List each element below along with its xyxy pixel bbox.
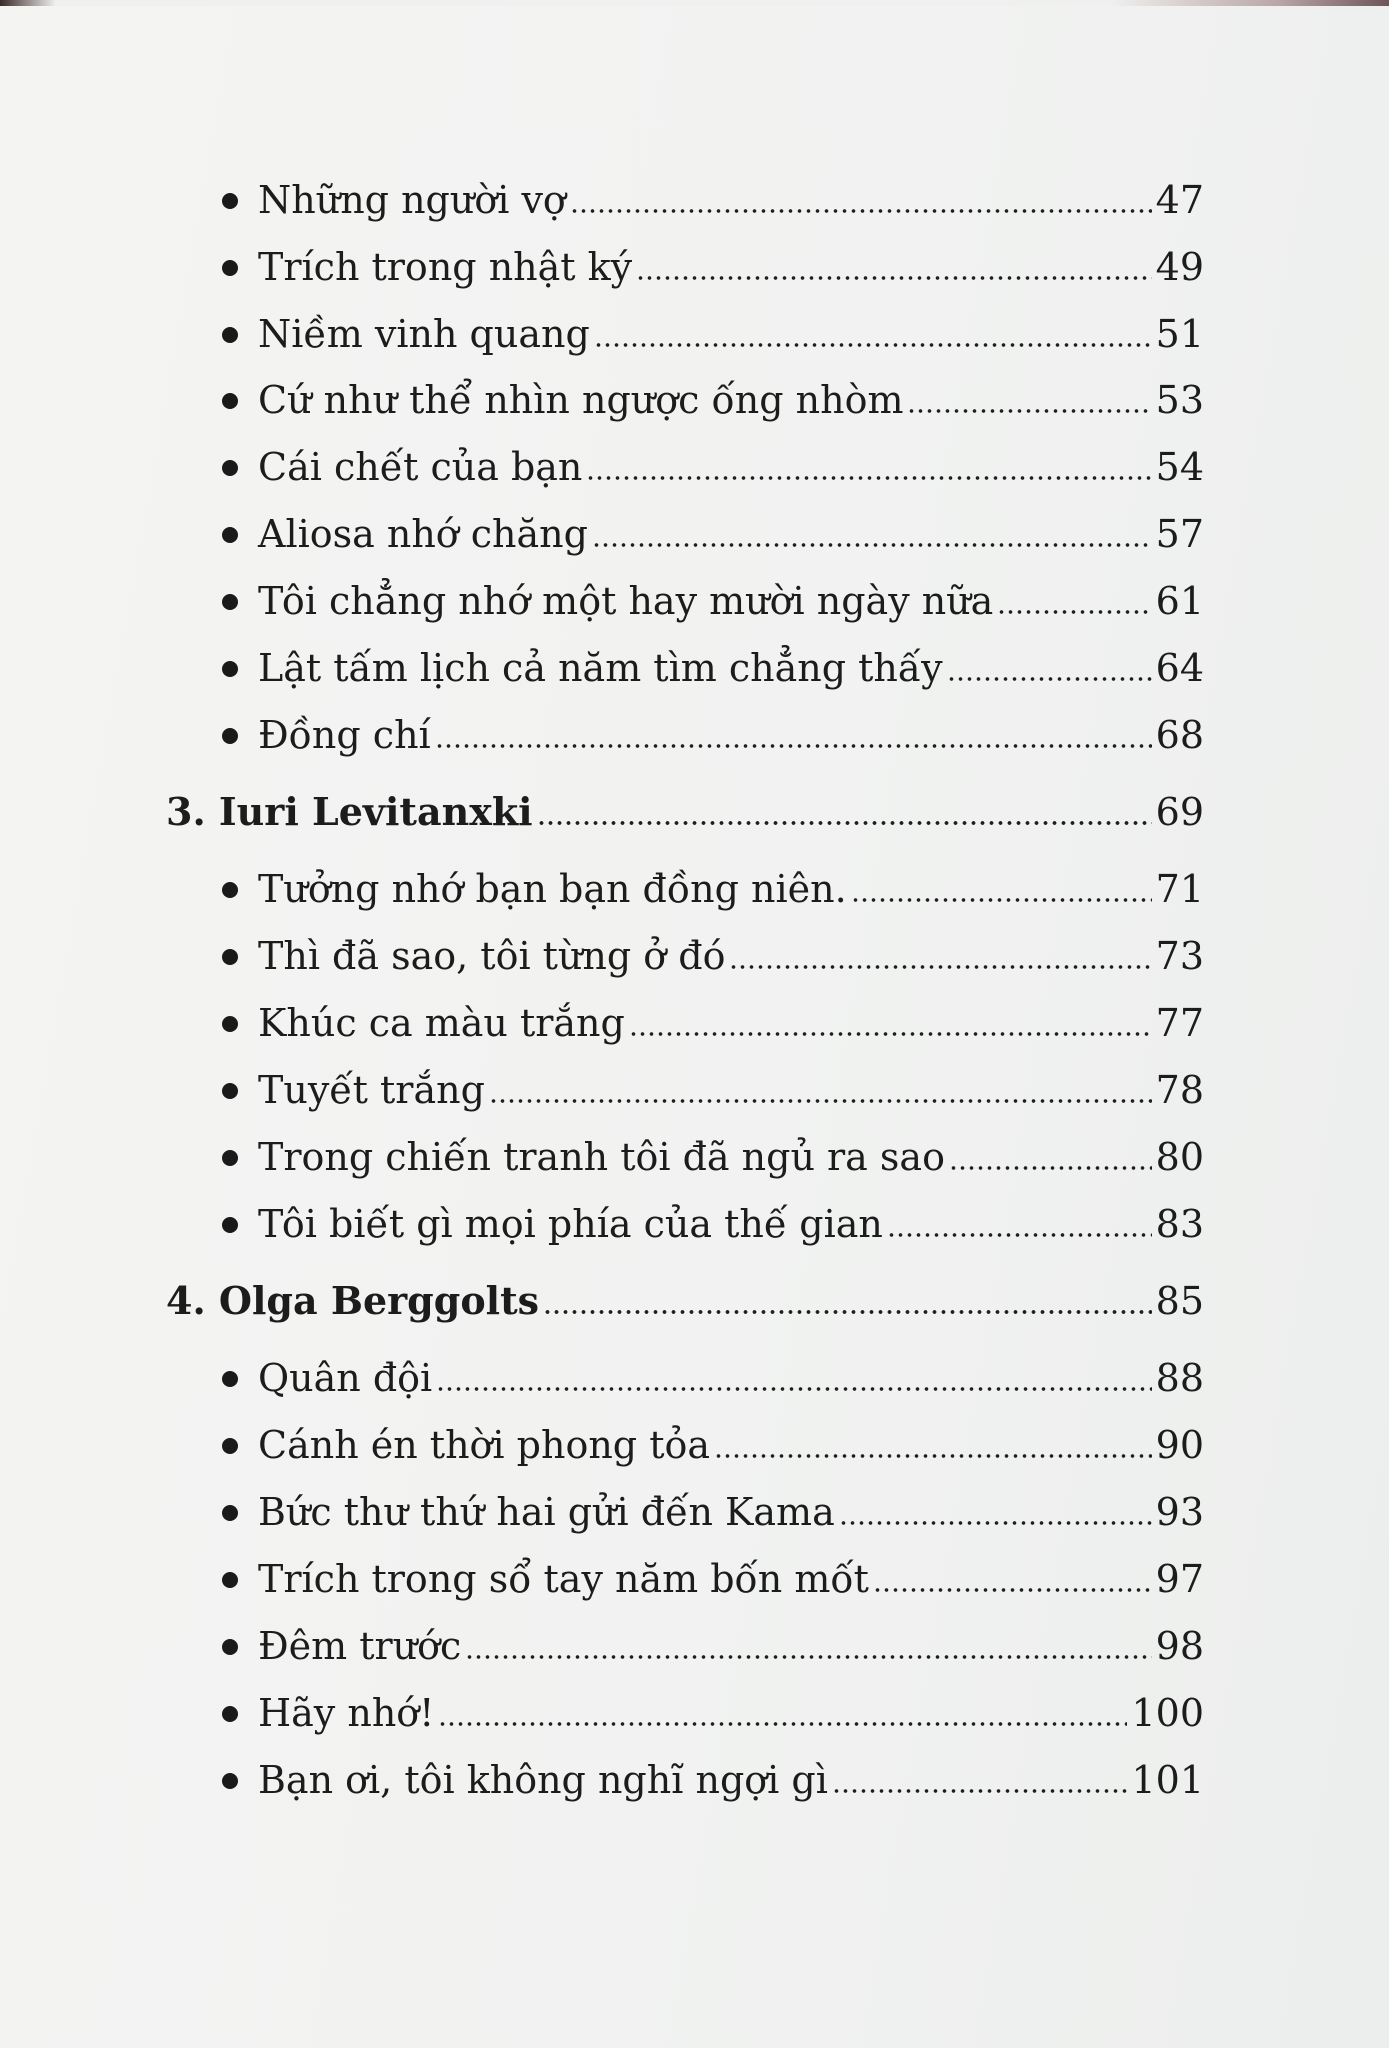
toc-section-heading bbox=[166, 787, 1204, 837]
dot-leader bbox=[729, 959, 1151, 969]
bullet-icon bbox=[222, 1217, 238, 1233]
toc-entry-title: Hãy nhớ! bbox=[258, 1691, 435, 1735]
toc-entry bbox=[222, 1353, 1204, 1403]
bullet-icon bbox=[222, 594, 238, 610]
bullet-icon bbox=[222, 1773, 238, 1789]
toc-entry-title: Đồng chí bbox=[258, 713, 431, 757]
toc-entry-page: 68 bbox=[1155, 713, 1204, 757]
toc-entry-title: Tôi chẳng nhớ một hay mười ngày nữa bbox=[258, 579, 994, 623]
toc-entry-page: 97 bbox=[1155, 1557, 1204, 1601]
toc-entry-title: Thì đã sao, tôi từng ở đó bbox=[258, 934, 726, 978]
dot-leader bbox=[949, 1160, 1152, 1170]
bullet-icon bbox=[222, 393, 238, 409]
toc-entry-page: 78 bbox=[1155, 1068, 1204, 1112]
bullet-icon bbox=[222, 327, 238, 343]
toc-entry-title: Tưởng nhớ bạn bạn đồng niên. bbox=[258, 867, 847, 911]
toc-entry-title: Bạn ơi, tôi không nghĩ ngợi gì bbox=[258, 1758, 828, 1802]
toc-entry bbox=[222, 998, 1204, 1048]
toc-section-heading bbox=[166, 1276, 1204, 1326]
toc-entry-page: 54 bbox=[1155, 445, 1204, 489]
toc-entry-page: 93 bbox=[1155, 1490, 1204, 1534]
dot-leader bbox=[489, 1093, 1152, 1103]
toc-entry-title: Niềm vinh quang bbox=[258, 312, 590, 356]
toc-entry-title: Aliosa nhớ chăng bbox=[258, 512, 588, 556]
bullet-icon bbox=[222, 1706, 238, 1722]
toc-entry bbox=[222, 643, 1204, 693]
toc-entry bbox=[222, 1132, 1204, 1182]
toc-entry-title: Trong chiến tranh tôi đã ngủ ra sao bbox=[258, 1135, 945, 1179]
dot-leader bbox=[592, 537, 1152, 547]
toc-section-page: 69 bbox=[1155, 790, 1204, 834]
bullet-icon bbox=[222, 1639, 238, 1655]
toc-entry-title: Trích trong nhật ký bbox=[258, 245, 633, 289]
toc-section-title: 3. Iuri Levitanxki bbox=[166, 789, 533, 834]
toc-entry bbox=[222, 1199, 1204, 1249]
toc-entry-title: Lật tấm lịch cả năm tìm chẳng thấy bbox=[258, 646, 943, 690]
toc-entry bbox=[222, 1688, 1204, 1738]
bullet-icon bbox=[222, 949, 238, 965]
toc-entry-page: 64 bbox=[1155, 646, 1204, 690]
bullet-icon bbox=[222, 527, 238, 543]
bullet-icon bbox=[222, 1371, 238, 1387]
dot-leader bbox=[947, 671, 1152, 681]
dot-leader bbox=[570, 203, 1152, 213]
toc-entry bbox=[222, 1487, 1204, 1537]
dot-leader bbox=[997, 604, 1151, 614]
dot-leader bbox=[594, 337, 1152, 347]
toc-entry-title: Những người vợ bbox=[258, 178, 566, 222]
bullet-icon bbox=[222, 1505, 238, 1521]
toc-entry-title: Bức thư thứ hai gửi đến Kama bbox=[258, 1490, 835, 1534]
toc-entry-page: 47 bbox=[1155, 178, 1204, 222]
toc-entry-title: Cánh én thời phong tỏa bbox=[258, 1423, 711, 1467]
toc-entry-title: Khúc ca màu trắng bbox=[258, 1001, 625, 1045]
dot-leader bbox=[537, 815, 1152, 825]
dot-leader bbox=[873, 1582, 1152, 1592]
toc-entry-page: 80 bbox=[1155, 1135, 1204, 1179]
dot-leader bbox=[543, 1304, 1152, 1314]
toc-entry bbox=[222, 309, 1204, 359]
toc-entry bbox=[222, 175, 1204, 225]
toc-section-page: 85 bbox=[1155, 1279, 1204, 1323]
toc-entry-title: Đêm trước bbox=[258, 1624, 462, 1668]
toc-entry-title: Tuyết trắng bbox=[258, 1068, 485, 1112]
dot-leader bbox=[636, 270, 1152, 280]
toc-entry-title: Trích trong sổ tay năm bốn mốt bbox=[258, 1557, 869, 1601]
toc-entry bbox=[222, 710, 1204, 760]
toc-entry-page: 61 bbox=[1155, 579, 1204, 623]
toc-entry bbox=[222, 864, 1204, 914]
toc-entry-page: 57 bbox=[1155, 512, 1204, 556]
bullet-icon bbox=[222, 193, 238, 209]
toc-entry-page: 100 bbox=[1131, 1691, 1204, 1735]
dot-leader bbox=[436, 1381, 1151, 1391]
toc-entry-page: 83 bbox=[1155, 1202, 1204, 1246]
toc-entry-title: Cái chết của bạn bbox=[258, 445, 583, 489]
bullet-icon bbox=[222, 1150, 238, 1166]
bullet-icon bbox=[222, 728, 238, 744]
bullet-icon bbox=[222, 1083, 238, 1099]
toc-section-title: 4. Olga Berggolts bbox=[166, 1278, 540, 1323]
toc-entry bbox=[222, 576, 1204, 626]
dot-leader bbox=[586, 470, 1151, 480]
toc-entry-page: 71 bbox=[1155, 867, 1204, 911]
dot-leader bbox=[832, 1783, 1128, 1793]
toc-entry-title: Quân đội bbox=[258, 1356, 433, 1400]
toc-entry-page: 51 bbox=[1155, 312, 1204, 356]
bullet-icon bbox=[222, 661, 238, 677]
toc-entry-page: 101 bbox=[1131, 1758, 1204, 1802]
toc-entry bbox=[222, 1755, 1204, 1805]
toc-entry-page: 88 bbox=[1155, 1356, 1204, 1400]
toc-entry-page: 73 bbox=[1155, 934, 1204, 978]
bullet-icon bbox=[222, 260, 238, 276]
dot-leader bbox=[887, 1227, 1152, 1237]
toc-entry-page: 77 bbox=[1155, 1001, 1204, 1045]
toc-entry bbox=[222, 931, 1204, 981]
dot-leader bbox=[629, 1026, 1152, 1036]
toc-entry bbox=[222, 1065, 1204, 1115]
toc-entry-title: Tôi biết gì mọi phía của thế gian bbox=[258, 1202, 883, 1246]
toc-entry-title: Cứ như thể nhìn ngược ống nhòm bbox=[258, 378, 904, 422]
dot-leader bbox=[438, 1716, 1127, 1726]
toc-entry-page: 53 bbox=[1155, 378, 1204, 422]
toc-entry-page: 90 bbox=[1155, 1423, 1204, 1467]
dot-leader bbox=[839, 1515, 1152, 1525]
toc-entry-page: 98 bbox=[1155, 1624, 1204, 1668]
bullet-icon bbox=[222, 1572, 238, 1588]
toc-entry bbox=[222, 1621, 1204, 1671]
bullet-icon bbox=[222, 1016, 238, 1032]
dot-leader bbox=[435, 738, 1152, 748]
bullet-icon bbox=[222, 882, 238, 898]
dot-leader bbox=[851, 892, 1152, 902]
dot-leader bbox=[714, 1448, 1152, 1458]
toc-entry bbox=[222, 1420, 1204, 1470]
toc-entry bbox=[222, 375, 1204, 425]
toc-entry bbox=[222, 1554, 1204, 1604]
bullet-icon bbox=[222, 460, 238, 476]
bullet-icon bbox=[222, 1438, 238, 1454]
toc-entry bbox=[222, 242, 1204, 292]
dot-leader bbox=[465, 1649, 1151, 1659]
toc-entry-page: 49 bbox=[1155, 245, 1204, 289]
toc-entry bbox=[222, 442, 1204, 492]
toc-entry bbox=[222, 509, 1204, 559]
dot-leader bbox=[907, 403, 1151, 413]
